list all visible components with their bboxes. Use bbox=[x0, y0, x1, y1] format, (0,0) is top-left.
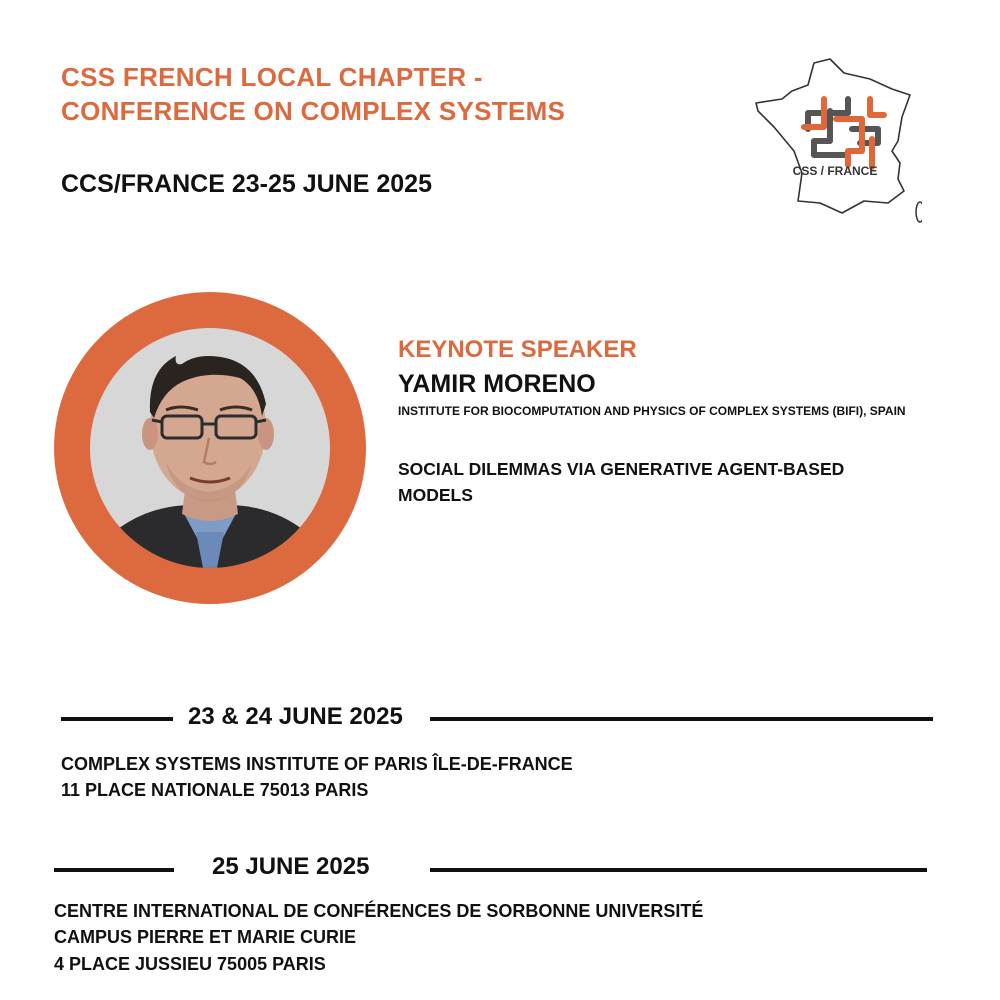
talk-title-line2: MODELS bbox=[398, 485, 473, 505]
speaker-name: YAMIR MORENO bbox=[398, 370, 596, 398]
venue-address-line: 11 PLACE NATIONALE 75013 PARIS bbox=[61, 780, 369, 800]
css-france-logo bbox=[752, 55, 922, 230]
session-date: 25 JUNE 2025 bbox=[212, 853, 370, 880]
event-dates-title: CCS/FRANCE 23-25 JUNE 2025 bbox=[61, 170, 432, 198]
divider-line bbox=[430, 868, 927, 872]
speaker-photo bbox=[54, 292, 366, 604]
venue-address-line: 4 PLACE JUSSIEU 75005 PARIS bbox=[54, 954, 326, 974]
venue-address-line: CAMPUS PIERRE ET MARIE CURIE bbox=[54, 927, 357, 947]
keynote-label: KEYNOTE SPEAKER bbox=[398, 336, 637, 363]
session-date: 23 & 24 JUNE 2025 bbox=[188, 703, 403, 730]
logo-text: CSS / FRANCE bbox=[792, 164, 878, 178]
divider-line bbox=[61, 717, 173, 721]
venue-address-line: COMPLEX SYSTEMS INSTITUTE OF PARIS ÎLE-DE-FRANCE bbox=[61, 754, 573, 774]
speaker-affiliation: INSTITUTE FOR BIOCOMPUTATION AND PHYSICS OF COMPLEX SYSTEMS (BIFI), SPAIN bbox=[398, 404, 906, 418]
header-title-line2: CONFERENCE ON COMPLEX SYSTEMS bbox=[61, 96, 566, 126]
divider-line bbox=[430, 717, 933, 721]
speaker-portrait-icon bbox=[54, 292, 366, 604]
divider-line bbox=[54, 868, 174, 872]
france-map-logo-icon bbox=[752, 55, 922, 230]
header-title-line1: CSS FRENCH LOCAL CHAPTER - bbox=[61, 62, 483, 92]
talk-title-line1: SOCIAL DILEMMAS VIA GENERATIVE AGENT-BASED bbox=[398, 459, 845, 479]
venue-address-line: CENTRE INTERNATIONAL DE CONFÉRENCES DE SORBONNE UNIVERSITÉ bbox=[54, 901, 704, 921]
